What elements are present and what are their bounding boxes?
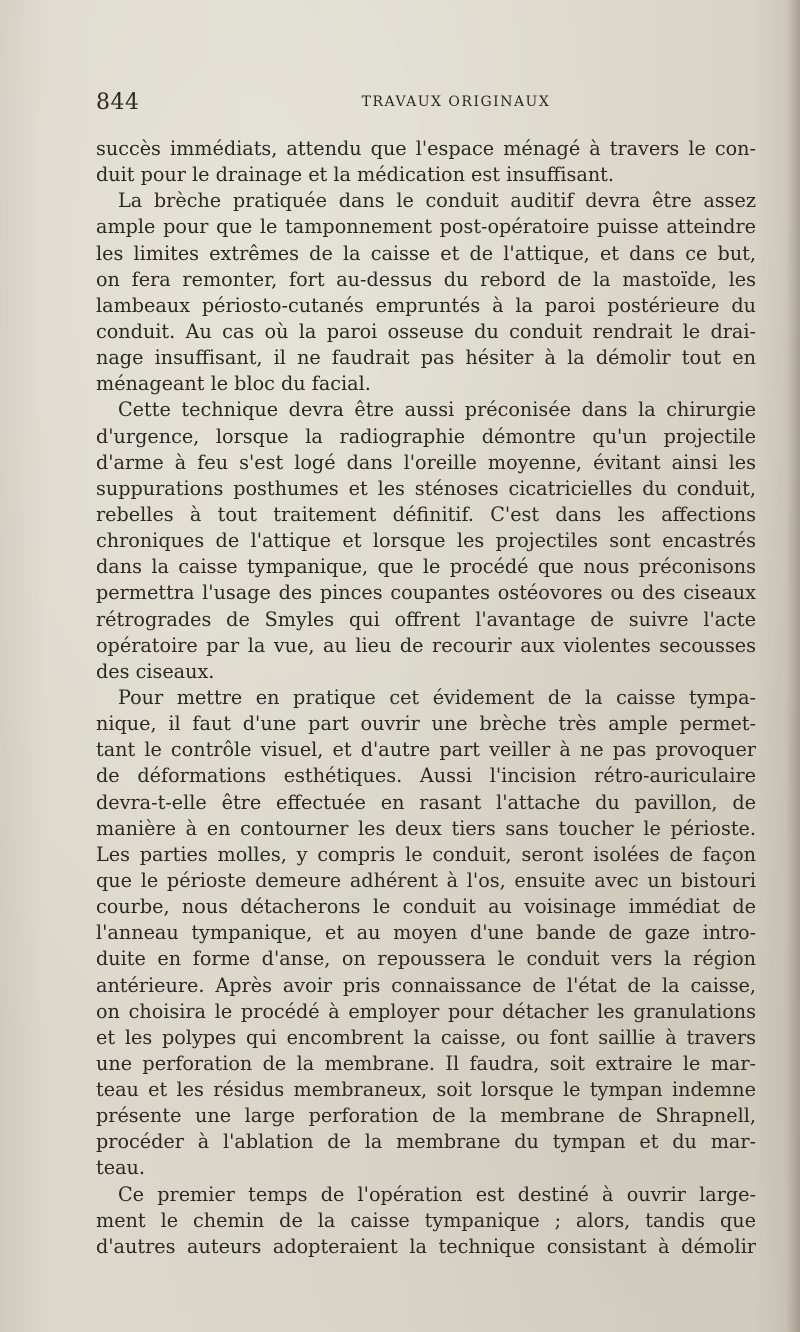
text-line: que le périoste demeure adhérent à l'os, ensuite avec un bistouri [96, 868, 756, 892]
text-line: suppurations posthumes et les sténoses cicatricielles du conduit, [96, 476, 756, 500]
text-line: ménageant le bloc du facial. [96, 372, 371, 396]
text-line: ment le chemin de la caisse tympanique ; alors, tandis que [96, 1208, 756, 1232]
text-line: d'arme à feu s'est logé dans l'oreille moyenne, évitant ainsi les [96, 450, 756, 474]
text-line: teau. [96, 1156, 145, 1180]
text-line: La brèche pratiquée dans le conduit auditif devra être assez [118, 189, 756, 213]
text-line: rétrogrades de Smyles qui offrent l'avantage de suivre l'acte [96, 607, 756, 631]
running-title: TRAVAUX ORIGINAUX [361, 94, 551, 110]
text-line: Cette technique devra être aussi préconisée dans la chirurgie [118, 398, 756, 422]
text-line: les limites extrêmes de la caisse et de l'attique, et dans ce but, [96, 241, 756, 265]
text-line: présente une large perforation de la membrane de Shrapnell, [96, 1104, 756, 1128]
text-line: chroniques de l'attique et lorsque les projectiles sont encastrés [96, 529, 756, 553]
text-line: nique, il faut d'une part ouvrir une brèche très ample permet- [96, 712, 756, 736]
text-line: et les polypes qui encombrent la caisse, ou font saillie à travers [96, 1025, 756, 1049]
text-line: on choisira le procédé à employer pour détacher les granulations [96, 999, 756, 1023]
text-line: manière à en contourner les deux tiers sans toucher le périoste. [96, 816, 756, 840]
text-line: une perforation de la membrane. Il faudra, soit extraire le mar- [96, 1051, 756, 1075]
page-header [96, 90, 756, 120]
text-line: Ce premier temps de l'opération est destiné à ouvrir large- [118, 1182, 756, 1206]
text-line: opératoire par la vue, au lieu de recourir aux violentes secousses [96, 633, 756, 657]
text-line: nage insuffisant, il ne faudrait pas hésiter à la démolir tout en [96, 346, 756, 370]
page-edge-shadow [786, 0, 800, 1332]
text-line: lambeaux périosto-cutanés empruntés à la paroi postérieure du [96, 293, 756, 317]
text-line: duit pour le drainage et la médication est insuffisant. [96, 163, 614, 187]
text-line: procéder à l'ablation de la membrane du tympan et du mar- [96, 1130, 756, 1154]
text-line: permettra l'usage des pinces coupantes ostéovores ou des ciseaux [96, 581, 756, 605]
text-line: devra-t-elle être effectuée en rasant l'attache du pavillon, de [96, 790, 756, 814]
text-line: succès immédiats, attendu que l'espace ménagé à travers le con- [96, 137, 756, 160]
text-line: de déformations esthétiques. Aussi l'incision rétro-auriculaire [96, 764, 756, 788]
text-line: rebelles à tout traitement définitif. C'est dans les affections [96, 502, 756, 526]
text-line: Pour mettre en pratique cet évidement de la caisse tympa- [118, 685, 756, 709]
text-line: dans la caisse tympanique, que le procédé que nous préconisons [96, 555, 756, 579]
text-line: d'urgence, lorsque la radiographie démontre qu'un projectile [96, 424, 756, 448]
text-line: courbe, nous détacherons le conduit au voisinage immédiat de [96, 895, 756, 919]
text-line: Les parties molles, y compris le conduit, seront isolées de façon [96, 842, 756, 866]
body-text [96, 136, 756, 1260]
text-line: des ciseaux. [96, 659, 215, 683]
text-line: duite en forme d'anse, on repoussera le conduit vers la région [96, 947, 756, 971]
text-line: on fera remonter, fort au-dessus du rebord de la mastoïde, les [96, 267, 756, 291]
text-line: l'anneau tympanique, et au moyen d'une bande de gaze intro- [96, 921, 756, 945]
text-line: teau et les résidus membraneux, soit lorsque le tympan indemne [96, 1078, 756, 1102]
text-line: antérieure. Après avoir pris connaissance de l'état de la caisse, [96, 973, 756, 997]
text-line: d'autres auteurs adopteraient la technique consistant à démolir [96, 1234, 756, 1258]
text-line: ample pour que le tamponnement post-opératoire puisse atteindre [96, 215, 756, 239]
text-line: tant le contrôle visuel, et d'autre part veiller à ne pas provoquer [96, 738, 756, 762]
text-line: conduit. Au cas où la paroi osseuse du conduit rendrait le drai- [96, 319, 756, 343]
page-number: 844 [96, 90, 140, 115]
